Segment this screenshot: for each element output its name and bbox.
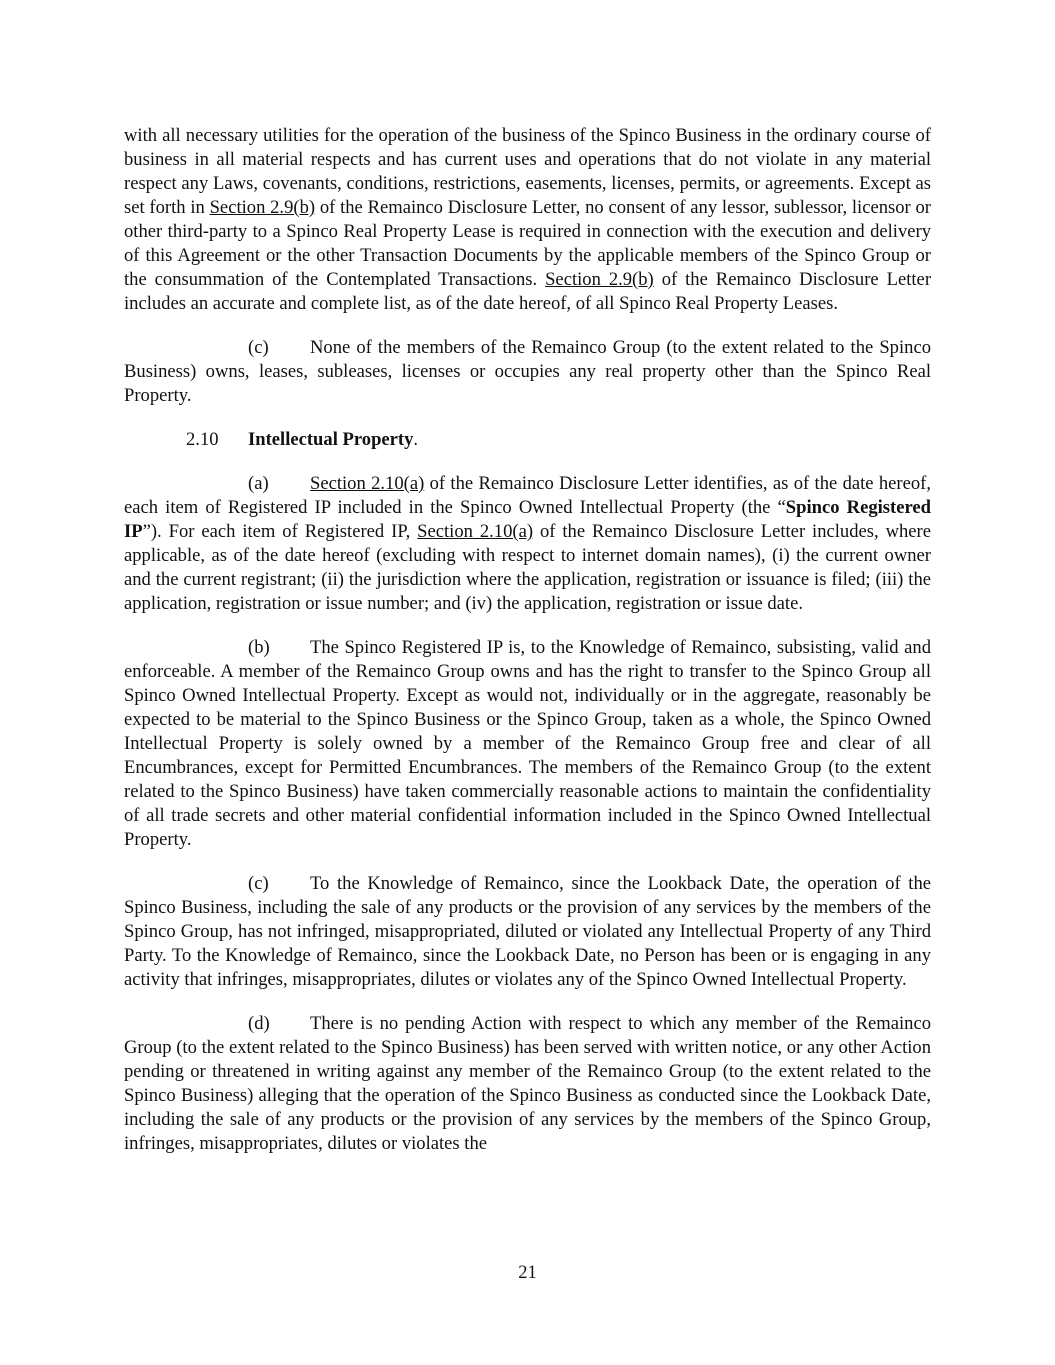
paragraph-text-1: of the Remainco Disclosure Letter identifies, as of the date hereof, each item of Registered IP included in the Spinco Owned Intellectual Property (the “ [124,473,931,518]
paragraph-label: (d) [248,1013,270,1034]
section-reference: Section 2.9(b) [209,197,316,218]
section-title: Intellectual Property [248,429,414,450]
paragraph-label: (b) [248,637,270,658]
paragraph-text-3: of the Remainco Disclosure Letter includes, where applicable, as of the date hereof (excluding with respect to internet domain names), (i) the current owner and the current registrant; (ii) the jurisdiction where the application, registration or issuance is filed; (iii) the application, registration or issue number; and (iv) the application, registration or issue date. [124,521,931,614]
section-heading [124,428,931,452]
paragraph-label: (a) [248,473,269,494]
section-title-period: . [413,429,419,450]
page-number: 21 [518,1262,537,1283]
paragraph-text: None of the members of the Remainco Group (to the extent related to the Spinco Business) owns, leases, subleases, licenses or occupies any real property other than the Spinco Real Property. [124,337,931,406]
paragraph-2-10-a [124,472,931,616]
section-reference: Section 2.10(a) [417,521,534,542]
paragraph-2-10-b [124,636,931,852]
section-reference: Section 2.9(b) [545,269,654,290]
paragraph-2-9-c [124,336,931,408]
paragraph-label: (c) [248,873,269,894]
paragraph-label: (c) [248,337,269,358]
defined-term: Spinco Registered IP [124,497,931,542]
paragraph-text: The Spinco Registered IP is, to the Knowledge of Remainco, subsisting, valid and enforceable. A member of the Remainco Group owns and has the right to transfer to the Spinco Group all Spinco Owned Intellectual Property. Except as would not, individually or in the aggregate, reasonably be expected to be material to the Spinco Business or the Spinco Group, taken as a whole, the Spinco Owned Intellectual Property is solely owned by a member of the Remainco Group free and clear of all Encumbrances, except for Permitted Encumbrances. The members of the Remainco Group (to the extent related to the Spinco Business) have taken commercially reasonable actions to maintain the confidentiality of all trade secrets and other material confidential information included in the Spinco Owned Intellectual Property. [124,637,931,850]
section-reference: Section 2.10(a) [310,473,425,494]
paragraph-2-10-d [124,1012,931,1156]
paragraph-text: To the Knowledge of Remainco, since the Lookback Date, the operation of the Spinco Business, including the sale of any products or the provision of any services by the members of the Spinco Group, has not infringed, misappropriated, diluted or violated any Intellectual Property of any Third Party. To the Knowledge of Remainco, since the Lookback Date, no Person has been or is engaging in any activity that infringes, misappropriates, dilutes or violates any of the Spinco Owned Intellectual Property. [124,873,931,990]
intro-paragraph [124,124,931,316]
intro-text-3: of the Remainco Disclosure Letter includes an accurate and complete list, as of the date hereof, of all Spinco Real Property Leases. [124,269,932,314]
paragraph-2-10-c [124,872,931,992]
paragraph-text: There is no pending Action with respect to which any member of the Remainco Group (to the extent related to the Spinco Business) has been served with written notice, or any other Action pending or threatened in writing against any member of the Remainco Group (to the extent related to the Spinco Business) alleging that the operation of the Spinco Business as conducted since the Lookback Date, including the sale of any products or the provision of any services by the members of the Spinco Group, infringes, misappropriates, dilutes or violates the [124,1013,931,1154]
paragraph-text-2: ”). For each item of Registered IP, [142,521,418,542]
document-body [124,124,931,1176]
intro-text-2: of the Remainco Disclosure Letter, no consent of any lessor, sublessor, licensor or other third-party to a Spinco Real Property Lease is required in connection with the execution and delivery of this Agreement or the other Transaction Documents by the applicable members of the Spinco Group or the consummation of the Contemplated Transactions. [124,197,931,290]
intro-text-1: with all necessary utilities for the operation of the business of the Spinco Business in the ordinary course of business in all material respects and has current uses and operations that do not violate in any material respect any Laws, covenants, conditions, restrictions, easements, licenses, permits, or agreements. Except as set forth in [124,125,931,218]
section-number: 2.10 [186,429,219,450]
